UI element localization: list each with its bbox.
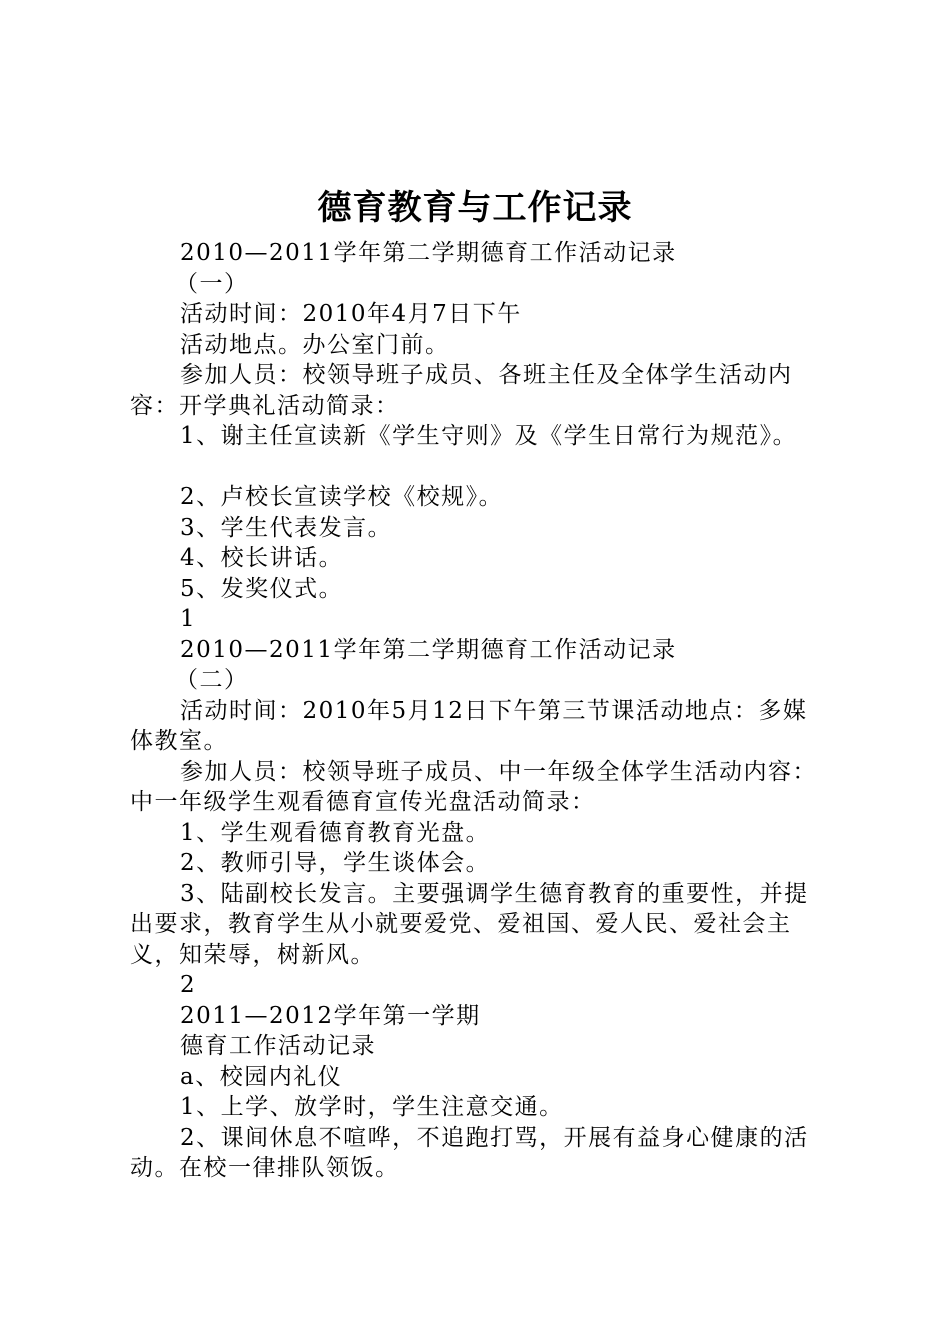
list-item: 1、学生观看德育教育光盘。	[180, 819, 491, 846]
record-subheading: 德育工作活动记录	[180, 1033, 376, 1059]
document-title: 德育教育与工作记录	[317, 188, 633, 228]
list-item: 2、课间休息不喧哗，不追跑打骂，开展有益身心健康的活	[180, 1124, 809, 1151]
list-item: 3、学生代表发言。	[180, 514, 393, 541]
activity-time: 活动时间：2010年4月7日下午	[180, 301, 522, 327]
activity-time: 活动时间：2010年5月12日下午第三节课活动地点：多媒	[180, 697, 808, 724]
record-number: （二）	[175, 667, 249, 693]
list-item: 1、上学、放学时，学生注意交通。	[180, 1094, 564, 1120]
activity-time-cont: 体教室。	[130, 728, 228, 754]
blank-line	[130, 452, 830, 483]
participants-line: 参加人员：校领导班子成员、中一年级全体学生活动内容：	[180, 758, 817, 785]
record-heading: 2010—2011学年第二学期德育工作活动记录	[180, 240, 677, 266]
list-item: 3、陆副校长发言。主要强调学生德育教育的重要性，并提	[180, 880, 809, 907]
activity-location: 活动地点。办公室门前。	[180, 331, 450, 358]
record-number: （一）	[175, 270, 249, 297]
list-item: 2、教师引导，学生谈体会。	[180, 850, 491, 876]
list-item: 5、发奖仪式。	[180, 575, 344, 602]
record-heading: 2011—2012学年第一学期	[180, 1002, 481, 1029]
page-number: 2	[180, 972, 197, 998]
list-item: 1、谢主任宣读新《学生守则》及《学生日常行为规范》。	[180, 423, 798, 449]
participants-line: 参加人员：校领导班子成员、各班主任及全体学生活动内	[180, 362, 793, 388]
participants-line-cont: 中一年级学生观看德育宣传光盘活动简录：	[130, 789, 596, 815]
list-item: 4、校长讲话。	[180, 545, 344, 571]
list-item: 2、卢校长宣读学校《校规》。	[180, 484, 504, 510]
section-heading: a、校园内礼仪	[180, 1063, 343, 1090]
page-number: 1	[180, 606, 197, 632]
participants-line-cont: 容：开学典礼活动简录：	[130, 392, 400, 419]
document-body	[130, 238, 830, 1184]
list-item-cont: 动。在校一律排队领饭。	[130, 1155, 400, 1181]
list-item-cont: 出要求，教育学生从小就要爱党、爱祖国、爱人民、爱社会主	[130, 911, 792, 937]
list-item-cont: 义，知荣辱，树新风。	[130, 941, 375, 968]
record-heading: 2010—2011学年第二学期德育工作活动记录	[180, 636, 677, 663]
